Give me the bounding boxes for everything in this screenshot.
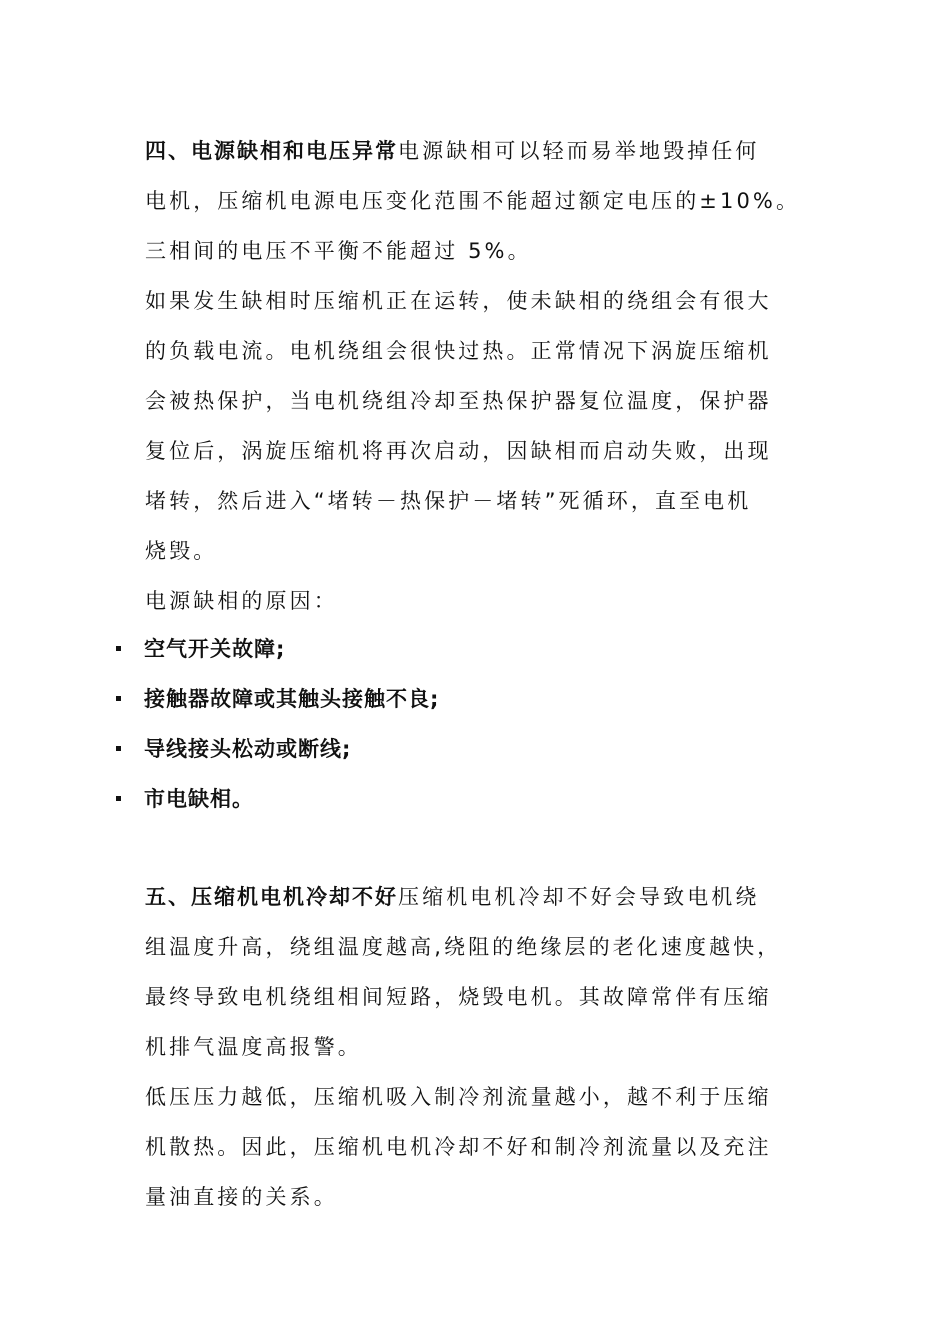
causes-title [145, 576, 338, 626]
section-4-paragraph-2 [145, 276, 772, 576]
bullet-icon [116, 746, 121, 751]
text-run: 压缩机电机冷却不好会导致电机绕 [398, 885, 760, 909]
list-item [116, 624, 285, 674]
bullet-icon [116, 696, 121, 701]
text-line: 机散热。因此，压缩机电机冷却不好和制冷剂流量以及充注 [145, 1135, 772, 1159]
text-line: 烧毁。 [145, 539, 218, 563]
text-line [145, 126, 800, 176]
section-5-paragraph-1 [145, 872, 781, 1072]
text-line: 低压压力越低，压缩机吸入制冷剂流量越小，越不利于压缩 [145, 1085, 772, 1109]
list-item [116, 774, 254, 824]
text-line: 的负载电流。电机绕组会很快过热。正常情况下涡旋压缩机 [145, 339, 772, 363]
text-line: 三相间的电压不平衡不能超过 5%。 [145, 239, 532, 263]
section-5-paragraph-2 [145, 1072, 772, 1222]
text-line: 复位后，涡旋压缩机将再次启动，因缺相而启动失败，出现 [145, 439, 772, 463]
text-line: 电源缺相的原因： [145, 589, 338, 613]
list-item [116, 674, 439, 724]
bullet-icon [116, 796, 121, 801]
text-line: 堵转，然后进入“堵转－热保护－堵转”死循环，直至电机 [145, 489, 752, 513]
text-line: 组温度升高，绕组温度越高,绕阻的绝缘层的老化速度越快， [145, 935, 782, 959]
text-run: 电源缺相可以轻而易举地毁掉任何 [398, 139, 760, 163]
list-item-text: 空气开关故障; [144, 637, 286, 661]
text-line: 机排气温度高报警。 [145, 1035, 362, 1059]
list-item-text: 导线接头松动或断线; [144, 737, 352, 761]
text-line: 量油直接的关系。 [145, 1185, 338, 1209]
text-line: 电机，压缩机电源电压变化范围不能超过额定电压的±10%。 [145, 189, 801, 213]
list-item-text: 市电缺相。 [144, 787, 254, 811]
text-line: 会被热保护，当电机绕组冷却至热保护器复位温度，保护器 [145, 389, 772, 413]
text-line [145, 872, 781, 922]
text-line: 如果发生缺相时压缩机正在运转，使未缺相的绕组会有很大 [145, 289, 772, 313]
bullet-icon [116, 646, 121, 651]
text-line: 最终导致电机绕组相间短路，烧毁电机。其故障常伴有压缩 [145, 985, 772, 1009]
list-item-text: 接触器故障或其触头接触不良; [144, 687, 440, 711]
section-4-paragraph-1 [145, 126, 800, 276]
section-4-heading: 四、电源缺相和电压异常 [145, 139, 398, 163]
list-item [116, 724, 351, 774]
section-5-heading: 五、压缩机电机冷却不好 [145, 885, 398, 909]
